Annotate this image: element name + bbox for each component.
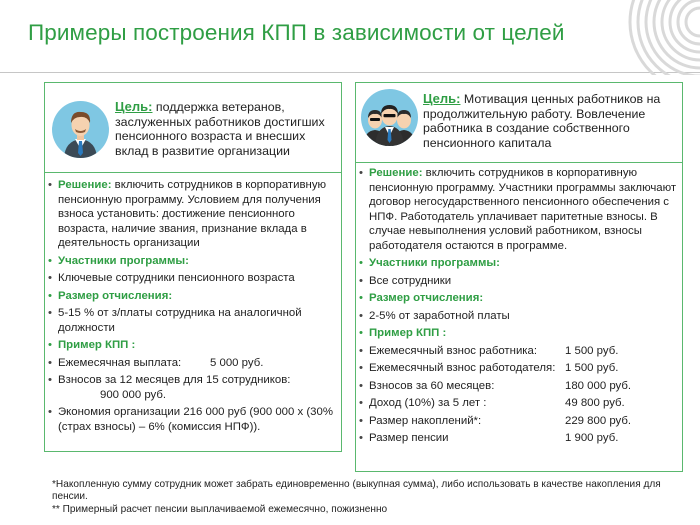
person-avatar-icon xyxy=(52,101,109,158)
left-fees-line2: 900 000 руб. xyxy=(100,388,167,401)
right-solution-item xyxy=(359,166,681,254)
right-row-value: 1 500 руб. xyxy=(565,344,619,357)
left-rate-heading xyxy=(48,289,340,304)
right-row-value: 1 900 руб. xyxy=(565,432,619,445)
left-details-list xyxy=(48,178,340,438)
team-avatar-icon xyxy=(361,89,418,146)
right-row-key: • Размер пенсии xyxy=(369,432,449,445)
right-goal-label: Цель: xyxy=(423,91,461,106)
left-example-heading xyxy=(48,338,340,353)
right-rate-text: 2-5% от заработной платы xyxy=(369,309,510,322)
right-row-key: • Ежемесячный взнос работодателя: xyxy=(369,362,556,375)
left-monthly-value: 5 000 руб. xyxy=(210,356,264,369)
left-fees-item xyxy=(48,373,340,402)
left-example-label: Пример КПП : xyxy=(58,339,136,352)
right-row-value: 1 500 руб. xyxy=(565,362,619,375)
right-goal-description: Мотивация ценных работников на продолжительную работу. Вовлечение работника в создание собственного пенсионного капитала xyxy=(423,92,661,150)
decorative-circles xyxy=(590,0,700,75)
right-row-value: 180 000 руб. xyxy=(565,379,632,392)
right-example-row xyxy=(359,379,681,394)
right-rate-heading xyxy=(359,291,681,306)
left-participants-label: Участники программы: xyxy=(58,254,189,267)
right-row-value: 229 800 руб. xyxy=(565,414,632,427)
right-solution-label: Решение: xyxy=(369,167,423,179)
left-goal-label: Цель: xyxy=(115,99,153,114)
left-participants-text: Ключевые сотрудники пенсионного возраста xyxy=(58,272,295,285)
right-details-list xyxy=(359,166,681,449)
left-participants-item xyxy=(48,271,340,286)
left-solution-text: включить сотрудников в корпоративную пенсионную программу. Условием для получения взноса установить: достижение пенсионного возраста, наличие звания, признание вклада в деятельность организации xyxy=(58,179,327,250)
right-participants-label: Участники программы: xyxy=(369,257,500,270)
right-rate-label: Размер отчисления: xyxy=(369,292,484,305)
right-example-row xyxy=(359,344,681,359)
right-row-key: • Доход (10%) за 5 лет : xyxy=(369,397,487,410)
left-solution-item xyxy=(48,178,340,251)
left-monthly-item xyxy=(48,356,340,371)
left-rate-label: Размер отчисления: xyxy=(58,289,173,302)
right-solution-text: включить сотрудников в корпоративную пенсионную программу. Участники программы заключают договор негосударственного пенсионного обеспечения с НПФ. Работодатель уплачивает паритетные взносы. В случае невыполнения условий работником, взносы работодателя остаются в программе. xyxy=(369,167,677,252)
left-rate-text: 5-15 % от з/платы сотрудника на аналогичной должности xyxy=(58,307,302,334)
left-fees-line1: • Взносов за 12 месяцев для 15 сотрудников: xyxy=(58,374,291,387)
left-rate-item xyxy=(48,306,340,335)
left-goal-description: поддержка ветеранов, заслуженных работников достигших пенсионного возраста и внесших вклад в развитие организации xyxy=(115,100,325,158)
left-participants-heading xyxy=(48,254,340,269)
footnote-lump-sum: *Накопленную сумму сотрудник может забрать единовременно (выкупная сумма), либо использовать в качестве накопления для пенсии. xyxy=(52,479,661,503)
left-monthly-key: • Ежемесячная выплата: xyxy=(58,356,182,369)
left-savings-item xyxy=(48,405,340,434)
page-title: Примеры построения КПП в зависимости от целей xyxy=(28,20,565,45)
right-example-row xyxy=(359,396,681,411)
right-example-row xyxy=(359,361,681,376)
right-participants-text: Все сотрудники xyxy=(369,274,452,287)
right-example-heading xyxy=(359,326,681,341)
left-savings-text: Экономия организации 216 000 руб (900 000 х (30% (страх взносы) – 6% (комиссия НПФ)). xyxy=(58,406,333,434)
right-rate-item xyxy=(359,309,681,324)
left-goal-text xyxy=(115,100,335,158)
right-participants-item xyxy=(359,274,681,289)
right-row-key: • Ежемесячный взнос работника: xyxy=(369,344,538,357)
right-row-value: 49 800 руб. xyxy=(565,397,625,410)
right-row-key: • Размер накоплений*: xyxy=(369,414,482,427)
right-example-row xyxy=(359,431,681,446)
footnote-pension-estimate: ** Примерный расчет пенсии выплачиваемой ежемесячно, пожизненно xyxy=(52,504,388,515)
right-row-key: • Взносов за 60 месяцев: xyxy=(369,379,495,392)
right-participants-heading xyxy=(359,256,681,271)
right-example-row xyxy=(359,414,681,429)
right-goal-text xyxy=(423,92,679,150)
right-example-label: Пример КПП : xyxy=(369,327,447,340)
left-solution-label: Решение: xyxy=(58,179,112,191)
